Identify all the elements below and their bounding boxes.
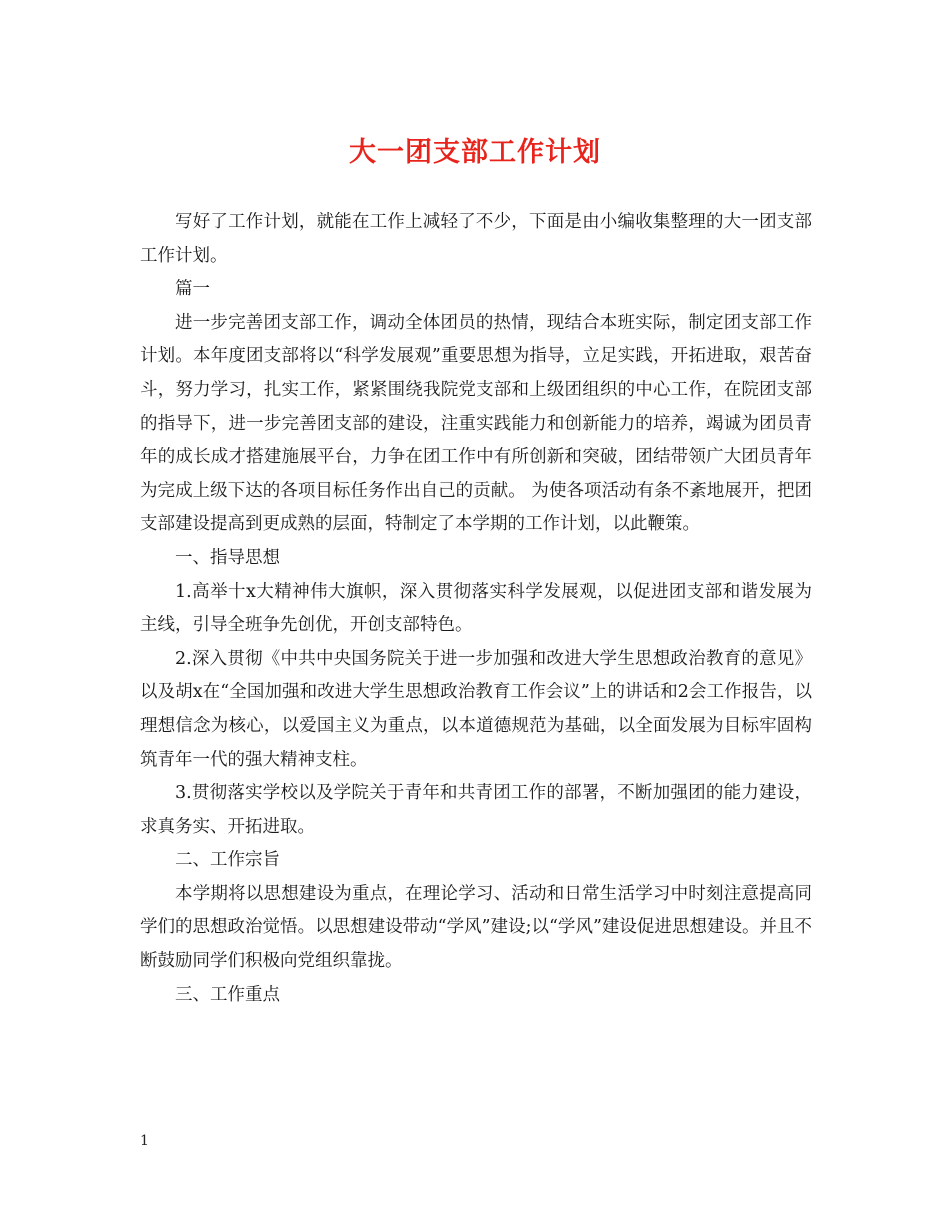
document-body (140, 206, 812, 1012)
intro-paragraph: 写好了工作计划，就能在工作上减轻了不少，下面是由小编收集整理的大一团支部工作计划。 (140, 212, 812, 266)
list-item-3: 3.贯彻落实学校以及学院关于青年和共青团工作的部署，不断加强团的能力建设，求真务实、开拓进取。 (140, 783, 812, 837)
body-paragraph: 本学期将以思想建设为重点，在理论学习、活动和日常生活学习中时刻注意提高同学们的思想政治觉悟。以思想建设带动“学风”建设;以“学风”建设促进思想建设。并且不断鼓励同学们积极向党组织靠拢。 (140, 883, 812, 972)
document-title: 大一团支部工作计划 (349, 137, 601, 168)
list-item-1: 1.高举十x大精神伟大旗帜，深入贯彻落实科学发展观，以促进团支部和谐发展为主线，引导全班争先创优，开创支部特色。 (140, 581, 812, 636)
list-item-2: 2.深入贯彻《中共中央国务院关于进一步加强和改进大学生思想政治教育的意见》以及胡x在“全国加强和改进大学生思想政治教育工作会议”上的讲话和2会工作报告，以理想信念为核心，以爱国主义为重点，以本道德规范为基础，以全面发展为目标牢固构筑青年一代的强大精神支柱。 (140, 648, 812, 770)
heading-work-focus: 三、工作重点 (175, 984, 280, 1005)
body-paragraph: 进一步完善团支部工作，调动全体团员的热情，现结合本班实际，制定团支部工作计划。本年度团支部将以“科学发展观”重要思想为指导，立足实践，开拓进取，艰苦奋斗，努力学习，扎实工作，紧紧围绕我院党支部和上级团组织的中心工作，在院团支部的指导下，进一步完善团支部的建设，注重实践能力和创新能力的培养，竭诚为团员青年的成长成才搭建施展平台，力争在团工作中有所创新和突破，团结带领广大团员青年为完成上级下达的各项目标任务作出自己的贡献。 为使各项活动有条不紊地展开，把团支部建设提高到更成熟的层面，特制定了本学期的工作计划，以此鞭策。 (140, 312, 812, 535)
heading-work-purpose: 二、工作宗旨 (175, 850, 280, 871)
heading-guiding-ideology: 一、指导思想 (175, 547, 280, 568)
page-number: 1 (140, 1133, 149, 1149)
section-label-part-one: 篇一 (175, 279, 210, 300)
